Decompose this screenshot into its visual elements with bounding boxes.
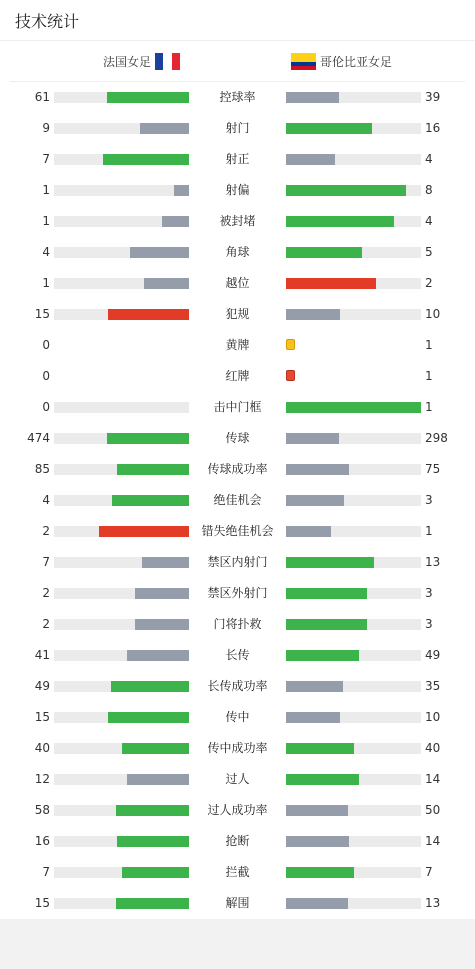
away-bar-fill xyxy=(286,681,343,692)
away-value: 13 xyxy=(425,555,441,569)
away-value: 298 xyxy=(425,431,448,445)
away-bar-fill xyxy=(286,898,348,909)
away-bar-fill xyxy=(286,526,331,537)
stat-row xyxy=(0,206,475,237)
away-bar-fill xyxy=(286,123,372,134)
home-value: 0 xyxy=(42,400,50,414)
stat-row xyxy=(0,764,475,795)
away-value: 2 xyxy=(425,276,433,290)
home-bar-fill xyxy=(111,681,189,692)
stat-label: 绝佳机会 xyxy=(213,493,262,507)
away-value: 3 xyxy=(425,617,433,631)
stat-row xyxy=(0,454,475,485)
home-bar-track xyxy=(54,867,189,878)
flag-stripe xyxy=(163,53,171,70)
away-value: 7 xyxy=(425,865,433,879)
stat-label: 抢断 xyxy=(225,834,250,848)
home-value: 1 xyxy=(42,276,50,290)
away-bar-fill xyxy=(286,743,354,754)
home-value: 12 xyxy=(34,772,50,786)
away-bar-fill xyxy=(286,216,394,227)
away-value: 8 xyxy=(425,183,433,197)
stat-label: 过人 xyxy=(225,772,250,786)
away-bar-fill xyxy=(286,867,354,878)
away-bar-fill xyxy=(286,588,367,599)
stat-label: 长传 xyxy=(225,648,250,662)
home-value: 4 xyxy=(42,245,50,259)
home-bar-fill xyxy=(107,92,189,103)
away-value: 3 xyxy=(425,493,433,507)
away-bar-track xyxy=(286,247,421,258)
home-bar-fill xyxy=(174,185,189,196)
home-bar-fill xyxy=(117,836,189,847)
home-bar-fill xyxy=(116,898,189,909)
home-value: 61 xyxy=(34,90,50,104)
stat-row xyxy=(0,268,475,299)
home-value: 16 xyxy=(34,834,50,848)
away-bar-track xyxy=(286,557,421,568)
away-value: 14 xyxy=(425,834,441,848)
away-bar-fill xyxy=(286,433,339,444)
stat-label: 禁区内射门 xyxy=(207,555,268,569)
stat-row xyxy=(0,795,475,826)
home-bar-track xyxy=(54,774,189,785)
home-bar-track xyxy=(54,433,189,444)
away-bar-track xyxy=(286,867,421,878)
home-bar-fill xyxy=(162,216,189,227)
teams-bar xyxy=(10,41,465,82)
stat-label: 传中成功率 xyxy=(207,741,268,755)
away-bar-track xyxy=(286,433,421,444)
away-bar-fill xyxy=(286,712,340,723)
stat-label: 控球率 xyxy=(219,90,256,104)
flag-stripe xyxy=(291,53,316,62)
home-bar-track xyxy=(54,836,189,847)
stat-label: 被封堵 xyxy=(219,214,256,228)
home-team xyxy=(103,53,180,70)
away-bar-fill xyxy=(286,836,349,847)
home-value: 49 xyxy=(34,679,50,693)
away-value: 75 xyxy=(425,462,441,476)
home-bar-track xyxy=(54,278,189,289)
away-value: 1 xyxy=(425,338,433,352)
flag-stripe xyxy=(291,66,316,70)
home-bar-track xyxy=(54,588,189,599)
home-value: 0 xyxy=(42,369,50,383)
away-bar-fill xyxy=(286,309,340,320)
away-bar-track xyxy=(286,805,421,816)
stat-label: 门将扑救 xyxy=(213,617,262,631)
home-bar-track xyxy=(54,185,189,196)
home-bar-fill xyxy=(99,526,189,537)
stat-label: 传中 xyxy=(225,710,250,724)
away-bar-fill xyxy=(286,402,421,413)
home-value: 4 xyxy=(42,493,50,507)
away-value: 5 xyxy=(425,245,433,259)
home-bar-track xyxy=(54,123,189,134)
away-value: 1 xyxy=(425,369,433,383)
home-bar-fill xyxy=(135,588,189,599)
away-value: 10 xyxy=(425,307,441,321)
home-bar-fill xyxy=(116,805,189,816)
stats-list xyxy=(0,82,475,919)
away-bar-track xyxy=(286,619,421,630)
stat-row xyxy=(0,671,475,702)
home-bar-fill xyxy=(117,464,189,475)
away-bar-fill xyxy=(286,278,376,289)
stat-label: 错失绝佳机会 xyxy=(201,524,274,538)
home-bar-fill xyxy=(140,123,189,134)
away-value: 13 xyxy=(425,896,441,910)
away-bar-fill xyxy=(286,92,339,103)
home-bar-track xyxy=(54,340,189,351)
away-bar-track xyxy=(286,836,421,847)
flag-stripe xyxy=(155,53,163,70)
away-bar-track xyxy=(286,92,421,103)
away-value: 4 xyxy=(425,152,433,166)
page-title: 技术统计 xyxy=(15,11,80,31)
stat-row xyxy=(0,640,475,671)
stat-row xyxy=(0,516,475,547)
home-bar-fill xyxy=(122,867,190,878)
away-value: 14 xyxy=(425,772,441,786)
home-bar-fill xyxy=(122,743,190,754)
stat-label: 射门 xyxy=(225,121,250,135)
away-value: 39 xyxy=(425,90,441,104)
stat-row xyxy=(0,547,475,578)
home-value: 474 xyxy=(27,431,50,445)
stat-row xyxy=(0,888,475,919)
away-bar-fill xyxy=(286,557,374,568)
home-bar-track xyxy=(54,216,189,227)
away-bar-fill xyxy=(286,805,348,816)
home-bar-track xyxy=(54,464,189,475)
home-bar-fill xyxy=(127,650,189,661)
away-bar-fill xyxy=(286,464,349,475)
stat-label: 红牌 xyxy=(225,369,250,383)
away-team xyxy=(291,53,392,70)
home-bar-track xyxy=(54,402,189,413)
home-bar-track xyxy=(54,309,189,320)
home-bar-track xyxy=(54,650,189,661)
away-bar-track xyxy=(286,402,421,413)
home-value: 15 xyxy=(34,307,50,321)
home-bar-track xyxy=(54,495,189,506)
colombia-flag-icon xyxy=(291,53,316,70)
stats-header xyxy=(0,0,475,41)
away-bar-track xyxy=(286,588,421,599)
home-team-name: 法国女足 xyxy=(102,55,151,69)
home-bar-fill xyxy=(127,774,189,785)
stat-label: 犯规 xyxy=(225,307,250,321)
away-team-name: 哥伦比亚女足 xyxy=(320,55,393,69)
home-bar-fill xyxy=(135,619,189,630)
home-value: 7 xyxy=(42,152,50,166)
home-value: 9 xyxy=(42,121,50,135)
stat-row xyxy=(0,361,475,392)
away-bar-track xyxy=(286,774,421,785)
stat-row xyxy=(0,299,475,330)
home-bar-track xyxy=(54,898,189,909)
home-bar-track xyxy=(54,743,189,754)
away-value: 3 xyxy=(425,586,433,600)
stat-label: 射偏 xyxy=(225,183,250,197)
stat-row xyxy=(0,702,475,733)
home-value: 41 xyxy=(34,648,50,662)
away-bar-track xyxy=(286,681,421,692)
away-bar-fill xyxy=(286,185,406,196)
home-bar-track xyxy=(54,805,189,816)
home-bar-track xyxy=(54,557,189,568)
away-bar-fill xyxy=(286,619,367,630)
home-bar-fill xyxy=(107,433,189,444)
stat-label: 射正 xyxy=(225,152,250,166)
away-bar-track xyxy=(286,650,421,661)
home-bar-fill xyxy=(142,557,189,568)
home-bar-track xyxy=(54,526,189,537)
away-bar-track xyxy=(286,185,421,196)
away-bar-track xyxy=(286,495,421,506)
stat-label: 黄牌 xyxy=(225,338,250,352)
home-bar-track xyxy=(54,712,189,723)
away-bar-track xyxy=(286,526,421,537)
away-bar-fill xyxy=(286,774,359,785)
away-bar-track xyxy=(286,464,421,475)
stat-row xyxy=(0,144,475,175)
stat-row xyxy=(0,330,475,361)
stat-row xyxy=(0,82,475,113)
away-bar-fill xyxy=(286,154,335,165)
stat-label: 禁区外射门 xyxy=(207,586,268,600)
home-bar-fill xyxy=(108,309,189,320)
stat-row xyxy=(0,485,475,516)
home-value: 7 xyxy=(42,865,50,879)
away-bar-fill xyxy=(286,495,344,506)
flag-stripe xyxy=(172,53,180,70)
home-value: 58 xyxy=(34,803,50,817)
home-value: 2 xyxy=(42,617,50,631)
home-value: 40 xyxy=(34,741,50,755)
stat-row xyxy=(0,578,475,609)
france-flag-icon xyxy=(155,53,180,70)
home-bar-fill xyxy=(144,278,189,289)
away-bar-track xyxy=(286,123,421,134)
stat-label: 过人成功率 xyxy=(207,803,268,817)
stat-row xyxy=(0,237,475,268)
stat-label: 传球成功率 xyxy=(207,462,268,476)
away-value: 16 xyxy=(425,121,441,135)
stat-row xyxy=(0,609,475,640)
stat-row xyxy=(0,175,475,206)
home-bar-track xyxy=(54,681,189,692)
yellow-card-icon xyxy=(286,339,295,350)
away-value: 49 xyxy=(425,648,441,662)
home-value: 0 xyxy=(42,338,50,352)
stat-row xyxy=(0,392,475,423)
stat-label: 击中门框 xyxy=(213,400,262,414)
away-value: 1 xyxy=(425,524,433,538)
stat-label: 长传成功率 xyxy=(207,679,268,693)
home-bar-track xyxy=(54,371,189,382)
home-bar-fill xyxy=(130,247,189,258)
home-bar-track xyxy=(54,619,189,630)
red-card-icon xyxy=(286,370,295,381)
stat-label: 解围 xyxy=(225,896,250,910)
away-bar-track xyxy=(286,216,421,227)
away-value: 35 xyxy=(425,679,441,693)
stat-row xyxy=(0,857,475,888)
away-value: 50 xyxy=(425,803,441,817)
away-bar-track xyxy=(286,154,421,165)
home-value: 15 xyxy=(34,710,50,724)
away-bar-fill xyxy=(286,247,362,258)
home-value: 7 xyxy=(42,555,50,569)
home-bar-track xyxy=(54,92,189,103)
away-value: 4 xyxy=(425,214,433,228)
away-bar-fill xyxy=(286,650,359,661)
stat-label: 拦截 xyxy=(225,865,250,879)
away-bar-track xyxy=(286,712,421,723)
away-bar-track xyxy=(286,743,421,754)
away-bar-track xyxy=(286,309,421,320)
stat-label: 越位 xyxy=(225,276,250,290)
home-value: 15 xyxy=(34,896,50,910)
home-bar-fill xyxy=(112,495,189,506)
stat-row xyxy=(0,733,475,764)
away-bar-track xyxy=(286,898,421,909)
home-value: 1 xyxy=(42,214,50,228)
stat-label: 传球 xyxy=(225,431,250,445)
home-value: 1 xyxy=(42,183,50,197)
stat-row xyxy=(0,826,475,857)
home-value: 2 xyxy=(42,586,50,600)
away-value: 40 xyxy=(425,741,441,755)
home-value: 2 xyxy=(42,524,50,538)
stat-label: 角球 xyxy=(225,245,250,259)
home-bar-track xyxy=(54,154,189,165)
home-bar-fill xyxy=(103,154,189,165)
away-bar-track xyxy=(286,278,421,289)
home-value: 85 xyxy=(34,462,50,476)
away-value: 1 xyxy=(425,400,433,414)
away-value: 10 xyxy=(425,710,441,724)
home-bar-fill xyxy=(108,712,189,723)
stat-row xyxy=(0,423,475,454)
home-bar-track xyxy=(54,247,189,258)
stat-row xyxy=(0,113,475,144)
